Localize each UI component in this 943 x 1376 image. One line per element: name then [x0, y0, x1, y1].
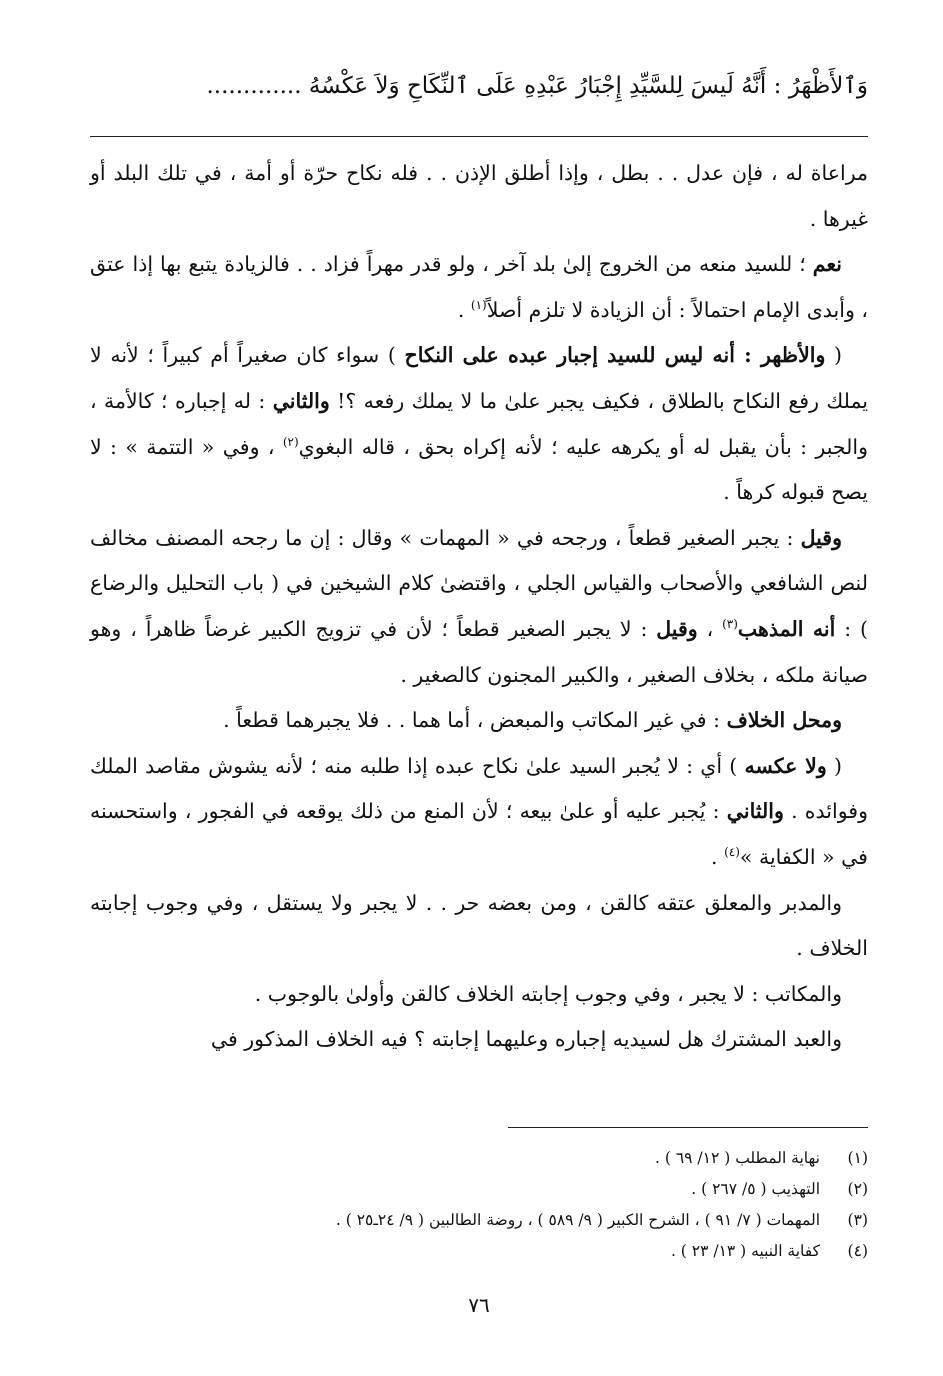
footnote-divider — [508, 1127, 868, 1128]
paragraph-1: مراعاة له ، فإن عدل . . بطل ، وإذا أطلق الإذن . . فله نكاح حرّة أو أمة ، في تلك البلد أو غيرها . — [90, 161, 868, 231]
matn-header — [90, 66, 868, 106]
page-number: ٧٦ — [468, 1293, 490, 1317]
paragraph-7: والمدبر والمعلق عتقه كالقن ، ومن بعضه حر . . لا يجبر ولا يستقل ، وفي وجوب إجابته الخلاف . — [90, 890, 868, 961]
footnote-3 — [90, 1205, 868, 1236]
footnote-ref-2[interactable]: (٢) — [282, 434, 299, 449]
footnote-text: التهذيب ( ٥/ ٢٦٧ ) . — [691, 1180, 820, 1198]
footnote-text: كفاية النبيه ( ١٣/ ٢٣ ) . — [670, 1242, 820, 1260]
bold-term: وقيل — [656, 616, 698, 641]
footnote-number: (٤) — [847, 1242, 868, 1260]
footnote-ref-1[interactable]: (١) — [470, 297, 487, 312]
footnote-number: (٣) — [847, 1211, 868, 1229]
footnote-text: نهاية المطلب ( ١٢/ ٦٩ ) . — [655, 1149, 820, 1167]
footnotes — [90, 1143, 868, 1267]
matn-text: وَٱلأَظْهَرُ : أَنَّهُ لَيسَ لِلسَّيِّدِ إِجْبَارُ عَبْدِهِ عَلَى ٱلنِّكَاحِ وَلاَ عَكْسُهُ — [308, 73, 868, 99]
bold-term: والثاني — [272, 388, 330, 413]
book-page — [90, 0, 868, 1376]
footnote-2 — [90, 1174, 868, 1205]
commentary-body — [90, 151, 868, 1063]
bold-term: والثاني — [726, 799, 784, 824]
bold-term: ومحل الخلاف — [726, 708, 842, 733]
bold-term: ولا عكسه — [744, 753, 827, 778]
bold-term: أنه المذهب — [737, 616, 836, 641]
bold-term: نعم — [812, 252, 842, 277]
paragraph-4: وقيل : يجبر الصغير قطعاً ، ورجحه في « المهمات » وقال : إن ما رجحه المصنف مخالف لنص الشافعي والأصحاب والقياس الجلي ، واقتضىٰ كلام الشيخين في ( باب التحليل والرضاع ) : أنه المذهب$^{(٣)}$ ، وقيل : لا يجبر الصغير قطعاً ؛ لأن في تزويج الكبير غرضاً ظاهراً ، وهو صيانة ملكه ، بخلاف الصغير ، والكبير المجنون كالصغير . — [90, 525, 869, 687]
header-divider — [90, 136, 868, 137]
footnote-1 — [90, 1143, 868, 1174]
paragraph-2: نعم ؛ للسيد منعه من الخروج إلىٰ بلد آخر ، ولو قدر مهراً فزاد . . فالزيادة يتبع بها إذا عتق ، وأبدى الإمام احتمالاً : أن الزيادة لا تلزم أصلاً$^{(١)}$ . — [90, 252, 868, 322]
paragraph-6: ( ولا عكسه ) أي : لا يُجبر السيد علىٰ نكاح عبده إذا طلبه منه ؛ لأنه يشوش مقاصد الملك وفوائده . والثاني : يُجبر عليه أو علىٰ بيعه ؛ لأن المنع من ذلك يوقعه في الفجور ، واستحسنه في « الكفاية »$^{(٤)}$ . — [90, 753, 868, 869]
footnote-number: (١) — [847, 1149, 868, 1167]
footnote-ref-3[interactable]: (٣) — [722, 617, 738, 632]
footnote-text: المهمات ( ٧/ ٩١ ) ، الشرح الكبير ( ٩/ ٥٨٩ ) ، روضة الطالبين ( ٩/ ٢٤ـ٢٥ ) . — [335, 1211, 820, 1229]
footnote-ref-4[interactable]: (٤) — [724, 845, 740, 860]
footnote-number: (٢) — [847, 1180, 868, 1198]
paragraph-9: والعبد المشترك هل لسيديه إجباره وعليهما إجابته ؟ فيه الخلاف المذكور في — [210, 1027, 842, 1052]
paragraph-3: ( والأظهر : أنه ليس للسيد إجبار عبده على النكاح ) سواء كان صغيراً أم كبيراً ؛ لأنه لا يملك رفع النكاح بالطلاق ، فكيف يجبر علىٰ ما لا يملك رفعه ؟! والثاني : له إجباره ؛ كالأمة ، والجبر : بأن يقبل له أو يكرهه عليه ؛ لأنه إكراه بحق ، قاله البغوي$^{(٢)}$ ، وفي « التتمة » : لا يصح قبوله كرهاً . — [90, 343, 869, 505]
paragraph-5: ومحل الخلاف : في غير المكاتب والمبعض ، أما هما . . فلا يجبرهما قطعاً . — [223, 708, 842, 733]
bold-term: والأظهر : أنه ليس للسيد إجبار عبده على النكاح — [404, 343, 826, 368]
bold-term: وقيل — [800, 525, 842, 550]
footnote-4 — [90, 1236, 868, 1267]
paragraph-8: والمكاتب : لا يجبر ، وفي وجوب إجابته الخلاف كالقن وأولىٰ بالوجوب . — [254, 981, 842, 1006]
matn-dots: ............. — [206, 73, 302, 99]
